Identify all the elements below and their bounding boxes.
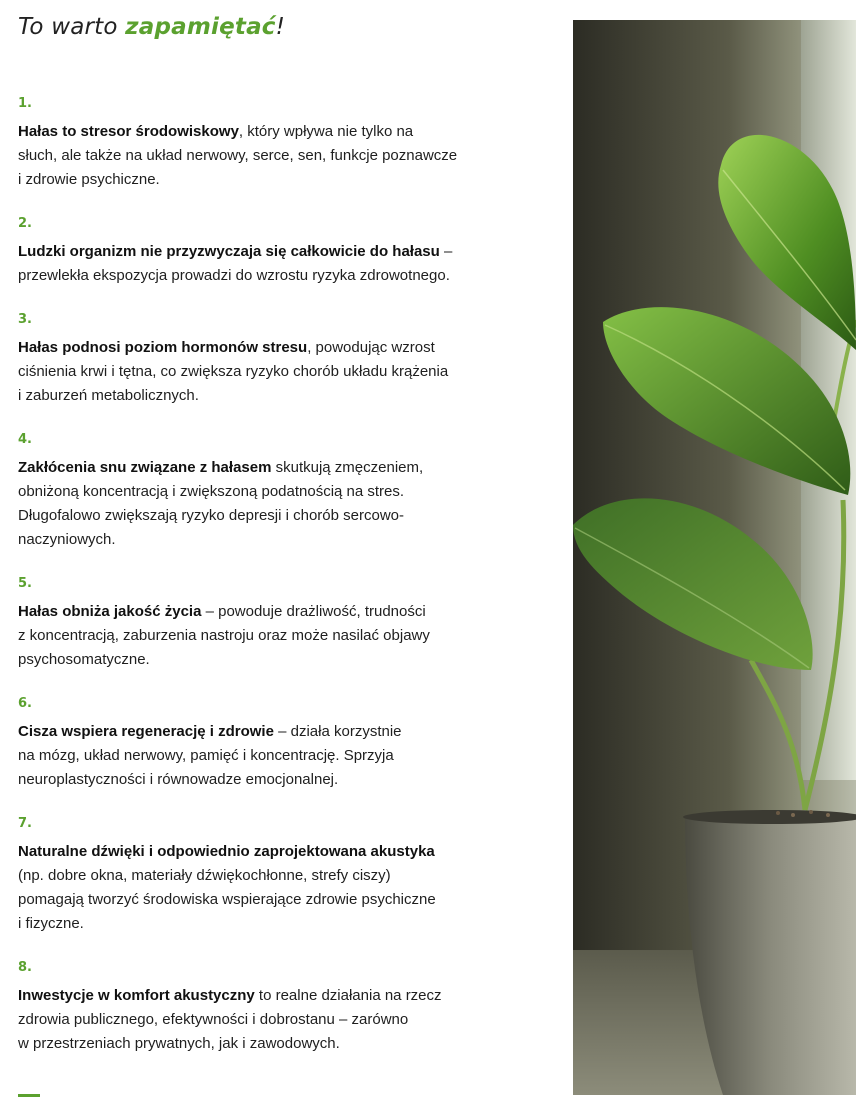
item-text (18, 840, 518, 936)
item-text (18, 984, 518, 1056)
item-text (18, 456, 518, 552)
item-bold-lead: Inwestycje w komfort akustyczny (18, 987, 255, 1004)
item-text (18, 600, 518, 672)
item-text (18, 240, 518, 288)
item-number: 2. (18, 216, 32, 231)
item-body: , powodując wzrost ciśnienia krwi i tętna, co zwiększa ryzyko chorób układu krążenia i zaburzeń metabolicznych. (18, 339, 449, 404)
item-bold-lead: Zakłócenia snu związane z hałasem (18, 459, 272, 476)
item-bold-lead: Hałas to stresor środowiskowy (18, 123, 239, 140)
item-number: 5. (18, 576, 32, 591)
item-number: 8. (18, 960, 32, 975)
title-accent: zapamiętać (125, 14, 276, 40)
page-title (18, 14, 285, 40)
item-text (18, 120, 518, 192)
item-body: (np. dobre okna, materiały dźwiękochłonne, strefy ciszy) pomagają tworzyć środowiska wspierające zdrowie psychiczne i fizyczne. (18, 867, 436, 932)
item-bold-lead: Hałas obniża jakość życia (18, 603, 202, 620)
title-lead: To warto (18, 14, 126, 40)
item-body: – przewlekła ekspozycja prowadzi do wzrostu ryzyka zdrowotnego. (18, 243, 453, 284)
plant-illustration (573, 20, 856, 1095)
item-text (18, 336, 518, 408)
title-end: ! (275, 14, 286, 40)
item-number: 7. (18, 816, 32, 831)
item-text (18, 720, 518, 792)
item-number: 6. (18, 696, 32, 711)
item-body: skutkują zmęczeniem, obniżoną koncentracją i zwiększoną podatnością na stres. Długofalowo zwiększają ryzyko depresji i chorób sercowo- naczyniowych. (18, 459, 424, 548)
item-number: 3. (18, 312, 32, 327)
item-body: , który wpływa nie tylko na słuch, ale także na układ nerwowy, serce, sen, funkcje poznawcze i zdrowie psychiczne. (18, 123, 458, 188)
item-bold-lead: Ludzki organizm nie przyzwyczaja się całkowicie do hałasu (18, 243, 440, 260)
item-bold-lead: Hałas podnosi poziom hormonów stresu (18, 339, 308, 356)
item-number: 4. (18, 432, 32, 447)
item-number: 1. (18, 96, 32, 111)
item-body: – powoduje drażliwość, trudności z koncentracją, zaburzenia nastroju oraz może nasilać objawy psychosomatyczne. (18, 603, 430, 668)
item-bold-lead: Cisza wspiera regenerację i zdrowie (18, 723, 274, 740)
plant-photo (573, 20, 856, 1095)
item-bold-lead: Naturalne dźwięki i odpowiednio zaprojektowana akustyka (18, 843, 435, 860)
accent-divider (18, 1094, 40, 1097)
item-body: – działa korzystnie na mózg, układ nerwowy, pamięć i koncentrację. Sprzyja neuroplastyczności i równowadze emocjonalnej. (18, 723, 402, 788)
item-body: to realne działania na rzecz zdrowia publicznego, efektywności i dobrostanu – zarówno w przestrzeniach prywatnych, jak i zawodowych. (18, 987, 442, 1052)
